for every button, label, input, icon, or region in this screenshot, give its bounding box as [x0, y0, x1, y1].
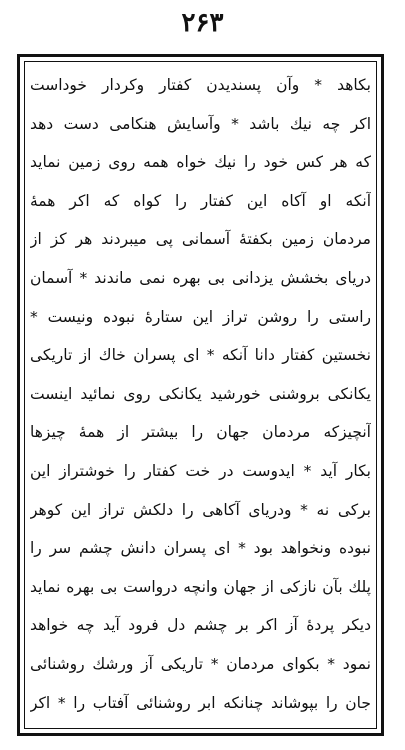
text-line: راستی را روشن تراز این ستارهٔ نبوده ونیست *: [30, 307, 371, 326]
text-line: آنکه او آکاه این کفتار را کواه که اکر همهٔ: [30, 191, 371, 210]
text-line: دیکر پردهٔ آز اکر بر چشم دل فرود آید چه خواهد: [30, 616, 371, 635]
body-text: [30, 66, 371, 728]
text-line: اکر چه نیك باشد * وآسایش هنکامی دست دهد: [30, 114, 371, 133]
text-line: نمود * بکوای مردمان * تاریکی آز ورشك روشنائی: [30, 654, 371, 673]
text-line: نخستین کفتار دانا آنکه * ای پسران خاك از تاریکی: [30, 346, 371, 365]
text-line: دریای بخشش یزدانی بی بهره نمی ماندند * آسمان: [30, 268, 371, 287]
text-line: بکاهد * وآن پسندیدن کفتار وکردار خوداست: [30, 76, 371, 94]
text-line: که هر کس خود را نیك خواه همه روی زمین نماید: [30, 153, 371, 172]
text-line: نبوده ونخواهد بود * ای پسران دانش چشم سر را: [30, 539, 371, 558]
text-line: برکی نه * ودریای آکاهی را دلکش تراز این کوهر: [30, 500, 371, 519]
text-line: پلك بآن نازکی از جهان وانچه درواست بی بهره نماید: [30, 577, 371, 596]
text-frame: [17, 54, 384, 736]
text-line: بکار آید * ایدوست در خت کفتار را خوشتراز این: [30, 461, 371, 480]
text-frame-inner: [24, 61, 377, 729]
page-number: ۲۶۳: [181, 8, 224, 38]
text-line: مردمان زمین بکفتهٔ آسمانی پی میبردند هر کز از: [30, 230, 371, 249]
text-line: جان را بپوشاند چنانکه ابر روشنائی آفتاب را * اکر: [30, 693, 371, 712]
text-line: یکانکی بروشنی خورشید یکانکی روی نمائید اینست: [30, 384, 371, 403]
text-line: آنچیزکه مردمان جهان را بیشتر از همهٔ چیزها: [30, 423, 371, 442]
